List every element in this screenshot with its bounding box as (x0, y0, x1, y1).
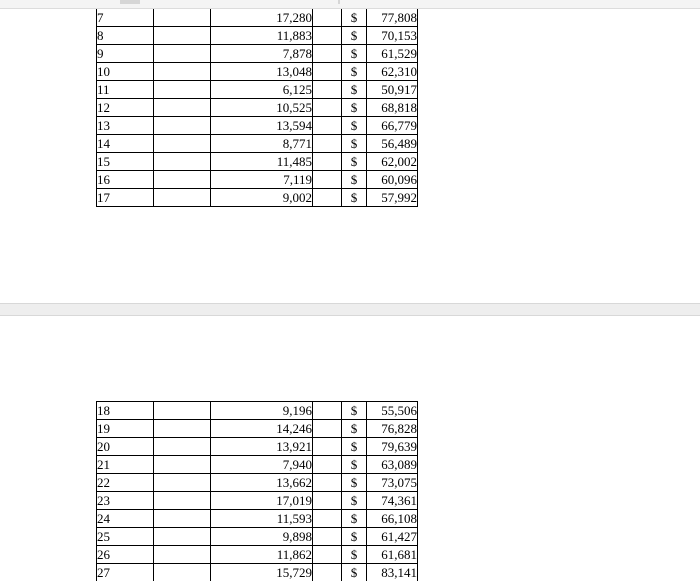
table-row (97, 153, 418, 171)
amount-cell: 77,808 (367, 9, 418, 27)
amount-cell: 61,681 (367, 546, 418, 564)
empty-cell (313, 135, 342, 153)
empty-cell (154, 474, 211, 492)
table-row (97, 45, 418, 63)
empty-cell (154, 99, 211, 117)
currency-cell: $ (342, 402, 367, 420)
row-index-cell: 14 (97, 135, 154, 153)
table-row (97, 456, 418, 474)
value-cell: 11,593 (211, 510, 313, 528)
table-row (97, 474, 418, 492)
table-row (97, 510, 418, 528)
currency-cell: $ (342, 81, 367, 99)
data-table (96, 9, 418, 207)
value-cell: 17,280 (211, 9, 313, 27)
empty-cell (313, 456, 342, 474)
amount-cell: 50,917 (367, 81, 418, 99)
table-row (97, 117, 418, 135)
currency-cell: $ (342, 546, 367, 564)
previous-page-edge (0, 0, 700, 9)
amount-cell: 63,089 (367, 456, 418, 474)
currency-cell: $ (342, 153, 367, 171)
empty-cell (313, 528, 342, 546)
row-index-cell: 11 (97, 81, 154, 99)
table-row (97, 171, 418, 189)
currency-cell: $ (342, 528, 367, 546)
row-index-cell: 8 (97, 27, 154, 45)
value-cell: 9,002 (211, 189, 313, 207)
amount-cell: 76,828 (367, 420, 418, 438)
empty-cell (313, 474, 342, 492)
empty-cell (313, 99, 342, 117)
currency-cell: $ (342, 171, 367, 189)
currency-cell: $ (342, 564, 367, 581)
row-index-cell: 10 (97, 63, 154, 81)
amount-cell: 56,489 (367, 135, 418, 153)
page-edge-mark (338, 0, 340, 4)
row-index-cell: 17 (97, 189, 154, 207)
row-index-cell: 18 (97, 402, 154, 420)
row-index-cell: 12 (97, 99, 154, 117)
amount-cell: 68,818 (367, 99, 418, 117)
empty-cell (313, 27, 342, 45)
value-cell: 14,246 (211, 420, 313, 438)
empty-cell (313, 438, 342, 456)
amount-cell: 60,096 (367, 171, 418, 189)
value-cell: 13,662 (211, 474, 313, 492)
amount-cell: 57,992 (367, 189, 418, 207)
table-row (97, 27, 418, 45)
currency-cell: $ (342, 510, 367, 528)
amount-cell: 66,108 (367, 510, 418, 528)
empty-cell (154, 510, 211, 528)
empty-cell (313, 420, 342, 438)
empty-cell (154, 420, 211, 438)
amount-cell: 62,310 (367, 63, 418, 81)
currency-cell: $ (342, 45, 367, 63)
row-index-cell: 16 (97, 171, 154, 189)
empty-cell (154, 153, 211, 171)
row-index-cell: 26 (97, 546, 154, 564)
amount-cell: 70,153 (367, 27, 418, 45)
currency-cell: $ (342, 135, 367, 153)
row-index-cell: 19 (97, 420, 154, 438)
currency-cell: $ (342, 189, 367, 207)
empty-cell (154, 528, 211, 546)
page-edge-mark (120, 0, 140, 4)
amount-cell: 55,506 (367, 402, 418, 420)
amount-cell: 61,427 (367, 528, 418, 546)
empty-cell (313, 45, 342, 63)
value-cell: 11,485 (211, 153, 313, 171)
empty-cell (154, 171, 211, 189)
empty-cell (154, 135, 211, 153)
currency-cell: $ (342, 438, 367, 456)
currency-cell: $ (342, 99, 367, 117)
currency-cell: $ (342, 117, 367, 135)
currency-cell: $ (342, 474, 367, 492)
table-row (97, 63, 418, 81)
row-index-cell: 24 (97, 510, 154, 528)
empty-cell (313, 117, 342, 135)
table-row (97, 492, 418, 510)
table-row (97, 81, 418, 99)
currency-cell: $ (342, 9, 367, 27)
row-index-cell: 27 (97, 564, 154, 581)
table-row (97, 528, 418, 546)
value-cell: 17,019 (211, 492, 313, 510)
empty-cell (313, 492, 342, 510)
table-row (97, 135, 418, 153)
empty-cell (154, 546, 211, 564)
empty-cell (313, 546, 342, 564)
row-index-cell: 15 (97, 153, 154, 171)
row-index-cell: 13 (97, 117, 154, 135)
amount-cell: 61,529 (367, 45, 418, 63)
empty-cell (313, 402, 342, 420)
empty-cell (313, 510, 342, 528)
table-row (97, 402, 418, 420)
empty-cell (154, 402, 211, 420)
currency-cell: $ (342, 420, 367, 438)
row-index-cell: 23 (97, 492, 154, 510)
value-cell: 11,862 (211, 546, 313, 564)
amount-cell: 73,075 (367, 474, 418, 492)
empty-cell (154, 189, 211, 207)
page-break (0, 303, 700, 316)
empty-cell (313, 564, 342, 581)
empty-cell (313, 63, 342, 81)
empty-cell (154, 456, 211, 474)
table-row (97, 438, 418, 456)
value-cell: 10,525 (211, 99, 313, 117)
value-cell: 7,878 (211, 45, 313, 63)
value-cell: 15,729 (211, 564, 313, 581)
value-cell: 6,125 (211, 81, 313, 99)
currency-cell: $ (342, 456, 367, 474)
amount-cell: 62,002 (367, 153, 418, 171)
value-cell: 8,771 (211, 135, 313, 153)
empty-cell (313, 189, 342, 207)
value-cell: 7,940 (211, 456, 313, 474)
currency-cell: $ (342, 492, 367, 510)
empty-cell (154, 45, 211, 63)
row-index-cell: 20 (97, 438, 154, 456)
empty-cell (154, 438, 211, 456)
row-index-cell: 22 (97, 474, 154, 492)
value-cell: 11,883 (211, 27, 313, 45)
value-cell: 9,898 (211, 528, 313, 546)
value-cell: 13,921 (211, 438, 313, 456)
empty-cell (313, 171, 342, 189)
value-cell: 13,048 (211, 63, 313, 81)
table-row (97, 189, 418, 207)
table-row (97, 99, 418, 117)
data-table (96, 401, 418, 581)
row-index-cell: 7 (97, 9, 154, 27)
currency-cell: $ (342, 27, 367, 45)
value-cell: 7,119 (211, 171, 313, 189)
row-index-cell: 21 (97, 456, 154, 474)
empty-cell (154, 9, 211, 27)
empty-cell (313, 9, 342, 27)
empty-cell (313, 153, 342, 171)
table-row (97, 9, 418, 27)
amount-cell: 79,639 (367, 438, 418, 456)
currency-cell: $ (342, 63, 367, 81)
row-index-cell: 9 (97, 45, 154, 63)
empty-cell (154, 81, 211, 99)
amount-cell: 66,779 (367, 117, 418, 135)
empty-cell (154, 492, 211, 510)
table-row (97, 420, 418, 438)
row-index-cell: 25 (97, 528, 154, 546)
amount-cell: 83,141 (367, 564, 418, 581)
empty-cell (154, 117, 211, 135)
empty-cell (154, 27, 211, 45)
empty-cell (154, 564, 211, 581)
empty-cell (154, 63, 211, 81)
value-cell: 9,196 (211, 402, 313, 420)
table-row (97, 564, 418, 581)
value-cell: 13,594 (211, 117, 313, 135)
table-row (97, 546, 418, 564)
document-page-2 (0, 316, 700, 576)
amount-cell: 74,361 (367, 492, 418, 510)
empty-cell (313, 81, 342, 99)
